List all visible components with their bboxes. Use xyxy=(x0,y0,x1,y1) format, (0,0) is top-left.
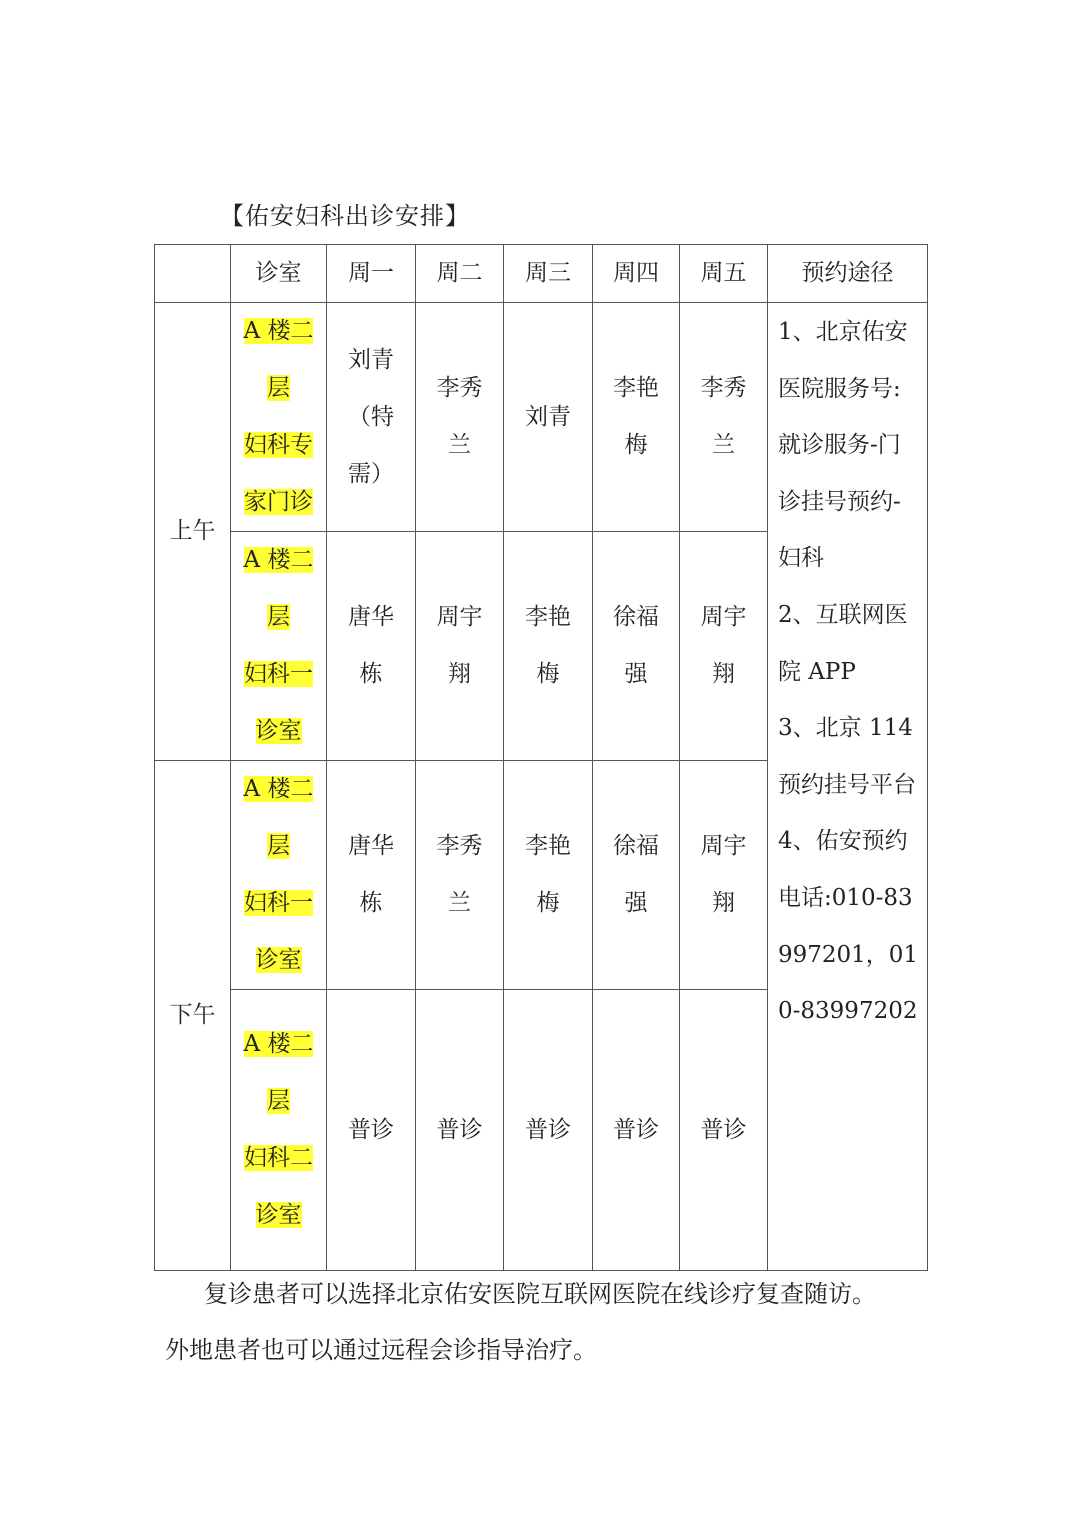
room-line: A 楼二 xyxy=(243,547,314,573)
doctor-cell xyxy=(593,761,680,990)
doctor-text: （特 xyxy=(348,403,394,430)
doctor-text: 唐华 xyxy=(348,833,394,859)
doctor-cell xyxy=(327,761,416,990)
room-cell xyxy=(231,761,327,990)
doctor-cell xyxy=(504,761,593,990)
doctor-text: 梅 xyxy=(536,890,560,916)
doctor-text: 徐福 xyxy=(613,604,659,630)
header-cell: 周三 xyxy=(504,245,593,303)
doctor-cell xyxy=(327,303,416,532)
header-cell: 诊室 xyxy=(231,245,327,303)
doctor-text: 兰 xyxy=(712,432,735,458)
room-cell xyxy=(231,532,327,761)
room-cell xyxy=(231,990,327,1271)
doctor-cell xyxy=(593,303,680,532)
header-cell: 周二 xyxy=(416,245,504,303)
doctor-text: 李秀 xyxy=(436,833,483,859)
doctor-text: 需） xyxy=(348,460,394,487)
room-cell xyxy=(231,303,327,532)
doctor-text: 兰 xyxy=(448,432,471,458)
doctor-cell xyxy=(327,990,416,1271)
doctor-text: 李艳 xyxy=(525,833,571,859)
doctor-cell xyxy=(680,990,768,1271)
doctor-cell xyxy=(680,303,768,532)
doctor-cell xyxy=(416,761,504,990)
doctor-text: 唐华 xyxy=(348,604,394,630)
room-line: A 楼二 xyxy=(243,776,314,802)
doctor-text: 梅 xyxy=(624,432,648,458)
doctor-text: 翔 xyxy=(712,890,735,916)
doctor-cell xyxy=(504,303,593,532)
room-line: 诊室 xyxy=(255,1202,302,1228)
followup-paragraph: 复诊患者可以选择北京佑安医院互联网医院在线诊疗复查随访。 xyxy=(204,1280,876,1308)
doctor-cell xyxy=(327,532,416,761)
room-line: 妇科二 xyxy=(244,1145,313,1171)
doctor-text: 栋 xyxy=(359,661,383,687)
room-line: 层 xyxy=(267,375,290,401)
doctor-text: 李艳 xyxy=(525,604,571,630)
schedule-table xyxy=(154,244,928,1271)
room-line: 层 xyxy=(267,1088,290,1114)
remote-consult-paragraph: 外地患者也可以通过远程会诊指导治疗。 xyxy=(165,1336,597,1364)
doctor-text: 刘青 xyxy=(348,346,394,373)
doctor-text: 强 xyxy=(624,661,648,687)
doctor-text: 周宇 xyxy=(436,604,483,630)
period-cell-morning: 上午 xyxy=(155,303,231,761)
table-row xyxy=(155,303,928,532)
doctor-cell xyxy=(416,303,504,532)
doctor-text: 普诊 xyxy=(700,1116,747,1143)
doctor-text: 强 xyxy=(624,890,648,916)
room-line: 妇科一 xyxy=(244,661,313,687)
booking-method: 3、北京 114 预约挂号平台 xyxy=(778,715,916,798)
doctor-cell xyxy=(593,990,680,1271)
header-row xyxy=(155,245,928,303)
room-line: 诊室 xyxy=(255,718,302,744)
room-line: 家门诊 xyxy=(244,489,313,515)
header-cell: 周一 xyxy=(327,245,416,303)
header-cell: 周四 xyxy=(593,245,680,303)
doctor-cell xyxy=(504,990,593,1271)
room-line: 诊室 xyxy=(255,947,302,973)
doctor-text: 翔 xyxy=(448,661,471,687)
booking-method: 4、佑安预约电话:010-83997201，010-83997202 xyxy=(778,828,919,1025)
room-line: A 楼二 xyxy=(243,318,314,344)
doctor-text: 翔 xyxy=(712,661,735,687)
doctor-text: 普诊 xyxy=(436,1116,483,1143)
doctor-cell xyxy=(593,532,680,761)
room-line: 妇科专 xyxy=(244,432,313,458)
doctor-cell xyxy=(504,532,593,761)
doctor-text: 徐福 xyxy=(613,833,659,859)
doctor-text: 李艳 xyxy=(613,375,659,401)
header-cell xyxy=(155,245,231,303)
booking-method: 2、互联网医院 APP xyxy=(778,601,908,685)
doctor-text: 李秀 xyxy=(436,375,483,401)
doctor-cell xyxy=(416,990,504,1271)
room-line: 妇科一 xyxy=(244,890,313,916)
doctor-cell xyxy=(416,532,504,761)
doctor-text: 兰 xyxy=(448,890,471,916)
room-line: 层 xyxy=(267,833,290,859)
doctor-cell xyxy=(680,532,768,761)
period-cell-afternoon: 下午 xyxy=(155,761,231,1271)
doctor-text: 周宇 xyxy=(700,833,747,859)
doctor-text: 栋 xyxy=(359,890,383,916)
doctor-cell xyxy=(680,761,768,990)
doctor-text: 普诊 xyxy=(613,1116,659,1143)
booking-method: 1、北京佑安医院服务号:就诊服务-门诊挂号预约-妇科 xyxy=(778,319,908,572)
room-line: 层 xyxy=(267,604,290,630)
doctor-text: 普诊 xyxy=(525,1116,571,1143)
room-line: A 楼二 xyxy=(243,1031,314,1057)
booking-methods-cell xyxy=(768,303,928,1271)
doctor-text: 周宇 xyxy=(700,604,747,630)
doctor-text: 梅 xyxy=(536,661,560,687)
doctor-text: 普诊 xyxy=(348,1116,394,1143)
header-cell: 预约途径 xyxy=(768,245,928,303)
doctor-text: 李秀 xyxy=(700,375,747,401)
doctor-text: 刘青 xyxy=(525,403,571,430)
header-cell: 周五 xyxy=(680,245,768,303)
document-title: 【佑安妇科出诊安排】 xyxy=(220,202,470,230)
